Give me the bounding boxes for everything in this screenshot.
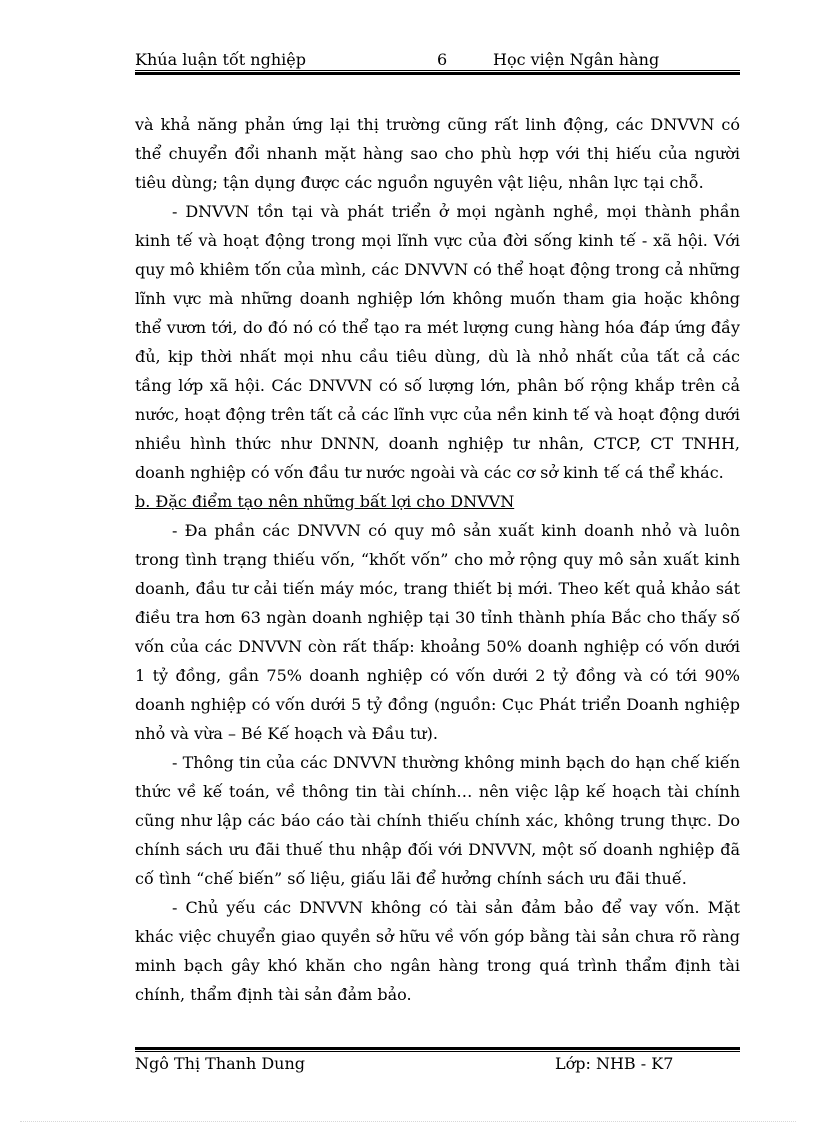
page-footer — [135, 1054, 740, 1076]
paragraph-transparency: - Thông tin của các DNVVN thường không minh bạch do hạn chế kiến thức về kế toán, về thông tin tài chính… nên việc lập kế hoạch tài chính cũng như lập các báo cáo tài chính thiếu chính xác, không trung thực. Do chính sách ưu đãi thuế thu nhập đối với DNVVN, một số doanh nghiệp đã cố tình “chế biến” số liệu, giấu lãi để hưởng chính sách ưu đãi thuế. — [135, 753, 740, 888]
footer-author: Ngô Thị Thanh Dung — [135, 1054, 306, 1073]
footer-rule-thick — [135, 1047, 740, 1050]
paragraph-capital-shortage: - Đa phần các DNVVN có quy mô sản xuất kinh doanh nhỏ và luôn trong tình trạng thiếu vốn, “khốt vốn” cho mở rộng quy mô sản xuất kinh doanh, đầu tư cải tiến máy móc, trang thiết bị mới. Theo kết quả khảo sát điều tra hơn 63 ngàn doanh nghiệp tại 30 tỉnh thành phía Bắc cho thấy số vốn của các DNVVN còn rất thấp: khoảng 50% doanh nghiệp có vốn dưới 1 tỷ đồng, gần 75% doanh nghiệp có vốn dưới 2 tỷ đồng và có tới 90% doanh nghiệp có vốn dưới 5 tỷ đồng (nguồn: Cục Phát triển Doanh nghiệp nhỏ và vừa – Bé Kế hoạch và Đầu tư). — [135, 521, 740, 743]
page-header — [135, 48, 740, 70]
header-page-number: 6 — [437, 50, 448, 69]
section-heading-b: b. Đặc điểm tạo nên những bất lợi cho DNVVN — [135, 492, 515, 511]
footer-rule-thin — [135, 1051, 740, 1052]
paragraph-intro: và khả năng phản ứng lại thị trường cũng rất linh động, các DNVVN có thể chuyển đổi nhanh mặt hàng sao cho phù hợp với thị hiếu của người tiêu dùng; tận dụng được các nguồn nguyên vật liệu, nhân lực tại chỗ. — [135, 115, 740, 192]
header-rule-thick — [135, 72, 740, 75]
header-thesis-title: Khúa luận tốt nghiệp — [135, 50, 306, 69]
footer-class: Lớp: NHB - K7 — [555, 1054, 674, 1073]
paragraph-dnvvn-sectors: - DNVVN tồn tại và phát triển ở mọi ngành nghề, mọi thành phần kinh tế và hoạt động trong mọi lĩnh vực của đời sống kinh tế - xã hội. Với quy mô khiêm tốn của mình, các DNVVN có thể hoạt động trong cả những lĩnh vực mà những doanh nghiệp lớn không muốn tham gia hoặc không thể vươn tới, do đó nó có thể tạo ra mét lượng cung hàng hóa đáp ứng đầy đủ, kịp thời nhất mọi nhu cầu tiêu dùng, dù là nhỏ nhất của tất cả các tầng lớp xã hội. Các DNVVN có số lượng lớn, phân bố rộng khắp trên cả nước, hoạt động trên tất cả các lĩnh vực của nền kinh tế và hoạt động dưới nhiều hình thức như DNNN, doanh nghiệp tư nhân, CTCP, CT TNHH, doanh nghiệp có vốn đầu tư nước ngoài và các cơ sở kinh tế cá thể khác. — [135, 202, 740, 482]
header-institution: Học viện Ngân hàng — [493, 50, 660, 69]
document-body — [135, 110, 740, 1009]
header-rule-thin — [135, 70, 740, 71]
paragraph-collateral: - Chủ yếu các DNVVN không có tài sản đảm bảo để vay vốn. Mặt khác việc chuyển giao quyền sở hữu về vốn góp bằng tài sản chưa rõ ràng minh bạch gây khó khăn cho ngân hàng trong quá trình thẩm định tài chính, thẩm định tài sản đảm bảo. — [135, 898, 740, 1004]
